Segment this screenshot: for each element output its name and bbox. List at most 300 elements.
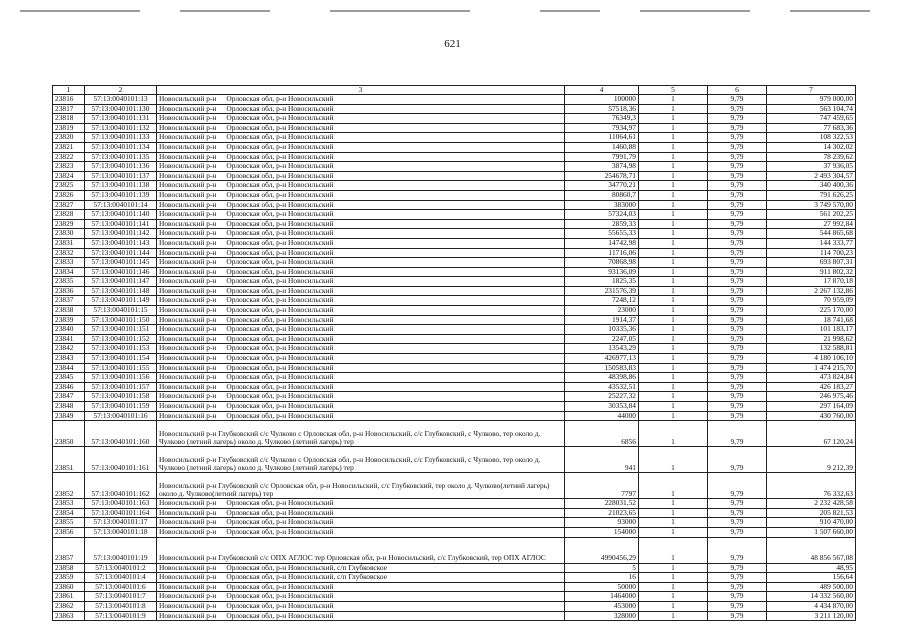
table-row xyxy=(53,392,856,402)
table-row xyxy=(53,334,856,344)
quantity-cell: 1 xyxy=(639,334,708,344)
address-cell xyxy=(157,473,565,499)
location-label: Орловская обл, р-н Новосильский xyxy=(226,401,334,410)
quantity-cell: 1 xyxy=(639,219,708,229)
row-number-cell: 23839 xyxy=(53,315,85,325)
location-label: Орловская обл, р-н Новосильский xyxy=(226,132,334,142)
value-cell: 747 459,65 xyxy=(767,114,856,124)
row-number-cell: 23819 xyxy=(53,123,85,133)
table-row xyxy=(53,563,856,573)
location-label: Орловская обл, р-н Новосильский xyxy=(226,382,334,391)
cadastral-number-cell: 57:13:0040101:15 xyxy=(85,306,157,316)
rate-cell: 9,79 xyxy=(708,229,767,239)
location-label: Орловская обл, р-н Новосильский xyxy=(226,391,334,401)
location-label: Орловская обл, р-н Новосильский, с/п Глубковское xyxy=(226,572,387,582)
table-row xyxy=(53,104,856,114)
location-label: Орловская обл, р-н Новосильский xyxy=(226,353,334,363)
district-label: Новосильский р-н xyxy=(159,94,217,103)
district-label: Новосильский р-н xyxy=(159,353,217,363)
row-number-cell: 23843 xyxy=(53,354,85,364)
quantity-cell: 1 xyxy=(639,238,708,248)
address-cell xyxy=(157,114,565,124)
rate-cell: 9,79 xyxy=(708,363,767,373)
address-cell xyxy=(157,267,565,277)
location-label: Орловская обл, р-н Новосильский xyxy=(226,324,334,334)
rate-cell: 9,79 xyxy=(708,402,767,412)
rate-cell: 9,79 xyxy=(708,382,767,392)
location-label: Орловская обл, р-н Новосильский xyxy=(226,123,334,132)
table-row xyxy=(53,508,856,518)
area-cell: 7797 xyxy=(565,473,639,499)
area-cell: 76349,3 xyxy=(565,114,639,124)
address-cell xyxy=(157,200,565,210)
value-cell: 1 507 660,00 xyxy=(767,527,856,537)
quantity-cell: 1 xyxy=(639,114,708,124)
area-cell: 453000 xyxy=(565,601,639,611)
cadastral-number-cell: 57:13:0040101:17 xyxy=(85,518,157,528)
cadastral-number-cell: 57:13:0040101:135 xyxy=(85,152,157,162)
location-label: Орловская обл, р-н Новосильский xyxy=(226,411,334,420)
quantity-cell: 1 xyxy=(639,133,708,143)
row-number-cell: 23847 xyxy=(53,392,85,402)
value-cell: 3 211 120,00 xyxy=(767,611,856,621)
district-label: Новосильский р-н xyxy=(159,295,217,305)
quantity-cell: 1 xyxy=(639,315,708,325)
address-cell xyxy=(157,238,565,248)
value-cell: 48 856 567,08 xyxy=(767,537,856,563)
area-cell: 57518,36 xyxy=(565,104,639,114)
row-number-cell: 23853 xyxy=(53,499,85,509)
row-number-cell: 23862 xyxy=(53,601,85,611)
cadastral-number-cell: 57:13:0040101:6 xyxy=(85,582,157,592)
area-cell: 426977,13 xyxy=(565,354,639,364)
location-label: Орловская обл, р-н Новосильский xyxy=(226,611,334,620)
location-label: Орловская обл, р-н Новосильский, с/п Глубковское xyxy=(226,563,387,572)
district-label: Новосильский р-н xyxy=(159,305,217,315)
table-row xyxy=(53,527,856,537)
quantity-cell: 1 xyxy=(639,573,708,583)
quantity-cell: 1 xyxy=(639,267,708,277)
address-cell xyxy=(157,354,565,364)
header-cell: 1 xyxy=(53,86,85,95)
address-cell xyxy=(157,152,565,162)
rate-cell: 9,79 xyxy=(708,373,767,383)
address-cell xyxy=(157,229,565,239)
location-label: Орловская обл, р-н Новосильский xyxy=(226,200,334,209)
cadastral-number-cell: 57:13:0040101:159 xyxy=(85,402,157,412)
area-cell: 1825,35 xyxy=(565,277,639,287)
area-cell: 43532,51 xyxy=(565,382,639,392)
rate-cell: 9,79 xyxy=(708,181,767,191)
row-number-cell: 23852 xyxy=(53,473,85,499)
location-label: Орловская обл, р-н Новосильский xyxy=(226,171,334,180)
rate-cell: 9,79 xyxy=(708,411,767,421)
quantity-cell: 1 xyxy=(639,601,708,611)
table-row xyxy=(53,267,856,277)
address-cell xyxy=(157,402,565,412)
district-label: Новосильский р-н xyxy=(159,411,217,420)
quantity-cell: 1 xyxy=(639,373,708,383)
row-number-cell: 23833 xyxy=(53,258,85,268)
district-label: Новосильский р-н xyxy=(159,572,217,582)
table-row xyxy=(53,592,856,602)
value-cell: 70 959,09 xyxy=(767,296,856,306)
area-cell: 383000 xyxy=(565,200,639,210)
district-label: Новосильский р-н xyxy=(159,123,217,132)
area-cell: 941 xyxy=(565,447,639,473)
value-cell: 48,95 xyxy=(767,563,856,573)
header-cell: 4 xyxy=(565,86,639,95)
location-label: Орловская обл, р-н Новосильский xyxy=(226,209,334,219)
cadastral-number-cell: 57:13:0040101:157 xyxy=(85,382,157,392)
rate-cell: 9,79 xyxy=(708,286,767,296)
row-number-cell: 23838 xyxy=(53,306,85,316)
value-cell: 426 183,27 xyxy=(767,382,856,392)
rate-cell: 9,79 xyxy=(708,592,767,602)
quantity-cell: 1 xyxy=(639,306,708,316)
value-cell: 430 760,00 xyxy=(767,411,856,421)
scan-noise xyxy=(790,10,870,12)
area-cell: 231576,39 xyxy=(565,286,639,296)
address-cell xyxy=(157,210,565,220)
cadastral-number-cell: 57:13:0040101:145 xyxy=(85,258,157,268)
cadastral-number-cell: 57:13:0040101:18 xyxy=(85,527,157,537)
row-number-cell: 23860 xyxy=(53,582,85,592)
quantity-cell: 1 xyxy=(639,421,708,447)
value-cell: 911 802,32 xyxy=(767,267,856,277)
row-number-cell: 23846 xyxy=(53,382,85,392)
table-row xyxy=(53,171,856,181)
quantity-cell: 1 xyxy=(639,171,708,181)
address-cell xyxy=(157,421,565,447)
location-label: Орловская обл, р-н Новосильский xyxy=(226,582,334,591)
address-cell xyxy=(157,447,565,473)
value-cell: 910 470,00 xyxy=(767,518,856,528)
cadastral-number-cell: 57:13:0040101:134 xyxy=(85,142,157,152)
district-label: Новосильский р-н xyxy=(159,142,217,151)
location-label: Орловская обл, р-н Новосильский xyxy=(226,334,334,343)
cadastral-number-cell: 57:13:0040101:152 xyxy=(85,334,157,344)
cadastral-number-cell: 57:13:0040101:160 xyxy=(85,421,157,447)
rate-cell: 9,79 xyxy=(708,258,767,268)
table-row xyxy=(53,248,856,258)
district-label: Новосильский р-н xyxy=(159,382,217,391)
address-cell xyxy=(157,508,565,518)
table-row xyxy=(53,200,856,210)
value-cell: 1 474 215,70 xyxy=(767,363,856,373)
quantity-cell: 1 xyxy=(639,248,708,258)
address-cell xyxy=(157,518,565,528)
quantity-cell: 1 xyxy=(639,142,708,152)
value-cell: 77 683,36 xyxy=(767,123,856,133)
area-cell: 254678,71 xyxy=(565,171,639,181)
row-number-cell: 23851 xyxy=(53,447,85,473)
row-number-cell: 23842 xyxy=(53,344,85,354)
rate-cell: 9,79 xyxy=(708,537,767,563)
cadastral-number-cell: 57:13:0040101:150 xyxy=(85,315,157,325)
cadastral-number-cell: 57:13:0040101:139 xyxy=(85,190,157,200)
location-label: Новосильский р-н Глубковский с/с Чулково с Орловская обл, р-н Новосильский, с/с Глубковский, с Чулково, тер около д. Чулково (летний лагерь) около д. Чулково (летний лагерь) тер xyxy=(159,454,541,472)
quantity-cell: 1 xyxy=(639,508,708,518)
address-cell xyxy=(157,306,565,316)
rate-cell: 9,79 xyxy=(708,296,767,306)
row-number-cell: 23837 xyxy=(53,296,85,306)
address-cell xyxy=(157,296,565,306)
area-cell: 16 xyxy=(565,573,639,583)
value-cell: 144 333,77 xyxy=(767,238,856,248)
table-row xyxy=(53,315,856,325)
rate-cell: 9,79 xyxy=(708,152,767,162)
table-row xyxy=(53,114,856,124)
cadastral-number-cell: 57:13:0040101:143 xyxy=(85,238,157,248)
row-number-cell: 23849 xyxy=(53,411,85,421)
cadastral-number-cell: 57:13:0040101:13 xyxy=(85,95,157,105)
header-cell: 2 xyxy=(85,86,157,95)
district-label: Новосильский р-н xyxy=(159,401,217,410)
district-label: Новосильский р-н xyxy=(159,276,217,286)
address-cell xyxy=(157,190,565,200)
table-row xyxy=(53,402,856,412)
row-number-cell: 23822 xyxy=(53,152,85,162)
scan-noise xyxy=(540,10,600,12)
district-label: Новосильский р-н xyxy=(159,257,217,267)
quantity-cell: 1 xyxy=(639,563,708,573)
row-number-cell: 23859 xyxy=(53,573,85,583)
location-label: Орловская обл, р-н Новосильский xyxy=(226,276,334,286)
row-number-cell: 23861 xyxy=(53,592,85,602)
address-cell xyxy=(157,601,565,611)
value-cell: 17 870,18 xyxy=(767,277,856,287)
cadastral-number-cell: 57:13:0040101:164 xyxy=(85,508,157,518)
header-cell: 5 xyxy=(639,86,708,95)
area-cell: 55655,33 xyxy=(565,229,639,239)
address-cell xyxy=(157,563,565,573)
value-cell: 67 120,24 xyxy=(767,421,856,447)
table-row xyxy=(53,344,856,354)
quantity-cell: 1 xyxy=(639,611,708,621)
cadastral-number-cell: 57:13:0040101:4 xyxy=(85,573,157,583)
row-number-cell: 23832 xyxy=(53,248,85,258)
area-cell: 1460,88 xyxy=(565,142,639,152)
area-cell: 328000 xyxy=(565,611,639,621)
location-label: Орловская обл, р-н Новосильский xyxy=(226,591,334,601)
row-number-cell: 23863 xyxy=(53,611,85,621)
cadastral-number-cell: 57:13:0040101:149 xyxy=(85,296,157,306)
address-cell xyxy=(157,104,565,114)
row-number-cell: 23818 xyxy=(53,114,85,124)
location-label: Орловская обл, р-н Новосильский xyxy=(226,104,334,113)
table-row xyxy=(53,518,856,528)
district-label: Новосильский р-н xyxy=(159,171,217,180)
cadastral-number-cell: 57:13:0040101:140 xyxy=(85,210,157,220)
table-row xyxy=(53,219,856,229)
value-cell: 544 865,68 xyxy=(767,229,856,239)
rate-cell: 9,79 xyxy=(708,354,767,364)
address-cell xyxy=(157,611,565,621)
header-cell: 6 xyxy=(708,86,767,95)
value-cell: 2 267 132,86 xyxy=(767,286,856,296)
table-row xyxy=(53,537,856,563)
table-row xyxy=(53,123,856,133)
address-cell xyxy=(157,171,565,181)
quantity-cell: 1 xyxy=(639,518,708,528)
address-cell xyxy=(157,573,565,583)
value-cell: 76 332,63 xyxy=(767,473,856,499)
table-row xyxy=(53,238,856,248)
row-number-cell: 23855 xyxy=(53,518,85,528)
area-cell: 93000 xyxy=(565,518,639,528)
table-row xyxy=(53,210,856,220)
cadastral-number-cell: 57:13:0040101:9 xyxy=(85,611,157,621)
table-row xyxy=(53,258,856,268)
rate-cell: 9,79 xyxy=(708,190,767,200)
area-cell: 21023,65 xyxy=(565,508,639,518)
rate-cell: 9,79 xyxy=(708,499,767,509)
cadastral-number-cell: 57:13:0040101:16 xyxy=(85,411,157,421)
cadastral-number-cell: 57:13:0040101:155 xyxy=(85,363,157,373)
quantity-cell: 1 xyxy=(639,392,708,402)
table-row xyxy=(53,142,856,152)
district-label: Новосильский р-н xyxy=(159,334,217,343)
location-label: Орловская обл, р-н Новосильский xyxy=(226,257,334,267)
area-cell: 6856 xyxy=(565,421,639,447)
location-label: Новосильский р-н Глубковский с/с Чулково с Орловская обл, р-н Новосильский, с/с Глубковский, с Чулково, тер около д. Чулково (летний лагерь) около д. Чулково (летний лагерь) тер xyxy=(159,428,541,446)
row-number-cell: 23816 xyxy=(53,95,85,105)
value-cell: 9 212,39 xyxy=(767,447,856,473)
quantity-cell: 1 xyxy=(639,229,708,239)
quantity-cell: 1 xyxy=(639,537,708,563)
quantity-cell: 1 xyxy=(639,325,708,335)
rate-cell: 9,79 xyxy=(708,518,767,528)
quantity-cell: 1 xyxy=(639,354,708,364)
location-label: Орловская обл, р-н Новосильский xyxy=(226,228,334,238)
area-cell: 10335,36 xyxy=(565,325,639,335)
row-number-cell: 23858 xyxy=(53,563,85,573)
address-cell xyxy=(157,344,565,354)
district-label: Новосильский р-н xyxy=(159,591,217,601)
table-row xyxy=(53,286,856,296)
value-cell: 4 180 106,10 xyxy=(767,354,856,364)
value-cell: 563 104,74 xyxy=(767,104,856,114)
table-row xyxy=(53,95,856,105)
address-cell xyxy=(157,363,565,373)
row-number-cell: 23844 xyxy=(53,363,85,373)
cadastral-number-cell: 57:13:0040101:19 xyxy=(85,537,157,563)
row-number-cell: 23830 xyxy=(53,229,85,239)
district-label: Новосильский р-н xyxy=(159,228,217,238)
address-cell xyxy=(157,582,565,592)
value-cell: 156,64 xyxy=(767,573,856,583)
value-cell: 561 202,25 xyxy=(767,210,856,220)
value-cell: 37 936,05 xyxy=(767,162,856,172)
table-row xyxy=(53,133,856,143)
table-row xyxy=(53,325,856,335)
rate-cell: 9,79 xyxy=(708,277,767,287)
value-cell: 14 332 560,00 xyxy=(767,592,856,602)
location-label: Орловская обл, р-н Новосильский xyxy=(226,343,334,353)
quantity-cell: 1 xyxy=(639,582,708,592)
value-cell: 340 400,36 xyxy=(767,181,856,191)
district-label: Новосильский р-н xyxy=(159,563,217,572)
address-cell xyxy=(157,527,565,537)
district-label: Новосильский р-н xyxy=(159,315,217,324)
area-cell: 4990456,29 xyxy=(565,537,639,563)
location-label: Орловская обл, р-н Новосильский xyxy=(226,94,334,103)
address-cell xyxy=(157,592,565,602)
row-number-cell: 23820 xyxy=(53,133,85,143)
address-cell xyxy=(157,325,565,335)
rate-cell: 9,79 xyxy=(708,573,767,583)
value-cell: 2 232 428,58 xyxy=(767,499,856,509)
row-number-cell: 23826 xyxy=(53,190,85,200)
table-row xyxy=(53,277,856,287)
cadastral-number-cell: 57:13:0040101:158 xyxy=(85,392,157,402)
row-number-cell: 23850 xyxy=(53,421,85,447)
cadastral-number-cell: 57:13:0040101:154 xyxy=(85,354,157,364)
quantity-cell: 1 xyxy=(639,258,708,268)
area-cell: 3874,98 xyxy=(565,162,639,172)
rate-cell: 9,79 xyxy=(708,563,767,573)
quantity-cell: 1 xyxy=(639,277,708,287)
area-cell: 154000 xyxy=(565,527,639,537)
address-cell xyxy=(157,142,565,152)
row-number-cell: 23836 xyxy=(53,286,85,296)
cadastral-number-cell: 57:13:0040101:153 xyxy=(85,344,157,354)
rate-cell: 9,79 xyxy=(708,267,767,277)
value-cell: 114 700,23 xyxy=(767,248,856,258)
area-cell: 100000 xyxy=(565,95,639,105)
area-cell: 23000 xyxy=(565,306,639,316)
location-label: Орловская обл, р-н Новосильский xyxy=(226,142,334,151)
row-number-cell: 23841 xyxy=(53,334,85,344)
district-label: Новосильский р-н xyxy=(159,200,217,209)
location-label: Орловская обл, р-н Новосильский xyxy=(226,363,334,372)
area-cell: 34770,21 xyxy=(565,181,639,191)
area-cell: 93136,09 xyxy=(565,267,639,277)
rate-cell: 9,79 xyxy=(708,114,767,124)
column-number-header xyxy=(53,86,856,95)
location-label: Новосильский р-н Глубковский с/с ОПХ АГЛОС тер Орловская обл, р-н Новосильский, с/с Глубковский, тер ОПХ АГЛОС xyxy=(159,553,546,563)
rate-cell: 9,79 xyxy=(708,219,767,229)
location-label: Орловская обл, р-н Новосильский xyxy=(226,113,334,123)
district-label: Новосильский р-н xyxy=(159,611,217,620)
cadastral-number-cell: 57:13:0040101:137 xyxy=(85,171,157,181)
cadastral-number-cell: 57:13:0040101:162 xyxy=(85,473,157,499)
cadastral-number-cell: 57:13:0040101:151 xyxy=(85,325,157,335)
area-cell: 30353,84 xyxy=(565,402,639,412)
district-label: Новосильский р-н xyxy=(159,527,217,536)
value-cell: 246 975,46 xyxy=(767,392,856,402)
header-cell: 7 xyxy=(767,86,856,95)
rate-cell: 9,79 xyxy=(708,171,767,181)
area-cell: 25227,32 xyxy=(565,392,639,402)
location-label: Орловская обл, р-н Новосильский xyxy=(226,161,334,171)
cadastral-number-cell: 57:13:0040101:8 xyxy=(85,601,157,611)
table-row xyxy=(53,421,856,447)
area-cell: 1464000 xyxy=(565,592,639,602)
district-label: Новосильский р-н xyxy=(159,152,217,161)
table-row xyxy=(53,382,856,392)
area-cell: 5 xyxy=(565,563,639,573)
district-label: Новосильский р-н xyxy=(159,343,217,353)
quantity-cell: 1 xyxy=(639,411,708,421)
location-label: Орловская обл, р-н Новосильский xyxy=(226,527,334,536)
cadastral-number-cell: 57:13:0040101:148 xyxy=(85,286,157,296)
quantity-cell: 1 xyxy=(639,181,708,191)
address-cell xyxy=(157,123,565,133)
value-cell: 108 322,53 xyxy=(767,133,856,143)
area-cell: 13543,29 xyxy=(565,344,639,354)
